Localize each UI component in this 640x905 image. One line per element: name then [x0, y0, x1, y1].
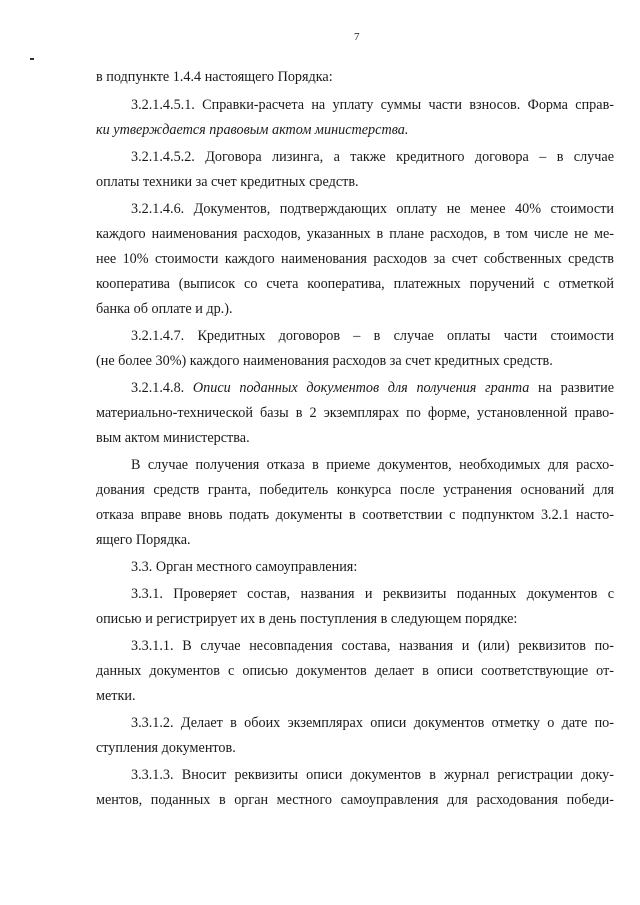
- text-line: дования средств гранта, победитель конкурса после устранения оснований для: [96, 482, 614, 498]
- text-line: данных документов с описью документов делает в описи соответствующие от-: [96, 663, 614, 679]
- text-line: ступления документов.: [96, 740, 236, 756]
- text-line: 3.2.1.4.5.1. Справки-расчета на уплату суммы части взносов. Форма справ-: [131, 97, 614, 113]
- text-line: 3.2.1.4.7. Кредитных договоров – в случае оплаты части стоимости: [131, 328, 614, 344]
- text-line: 3.3.1.3. Вносит реквизиты описи документов в журнал регистрации доку-: [131, 767, 614, 783]
- text-line: ментов, поданных в орган местного самоуправления для расходования победи-: [96, 792, 614, 808]
- text-line: 3.3.1. Проверяет состав, названия и реквизиты поданных документов с: [131, 586, 614, 602]
- section-heading: 3.3. Орган местного самоуправления:: [131, 559, 358, 575]
- scan-mark: [30, 58, 34, 60]
- text-line: материально-технической базы в 2 экземплярах по форме, установленной право-: [96, 405, 614, 421]
- text-fragment: на развитие: [538, 380, 615, 396]
- text-line: вым актом министерства.: [96, 430, 250, 446]
- text-line: [131, 379, 614, 397]
- clause-number: 3.2.1.4.8.: [131, 380, 185, 396]
- text-line: 3.3.1.1. В случае несовпадения состава, названия и (или) реквизитов по-: [131, 638, 614, 654]
- text-line: каждого наименования расходов, указанных в плане расходов, в том числе не ме-: [96, 226, 614, 242]
- text-line: (не более 30%) каждого наименования расходов за счет кредитных средств.: [96, 353, 553, 369]
- text-line: 3.2.1.4.5.2. Договора лизинга, а также кредитного договора – в случае: [131, 149, 614, 165]
- text-line: метки.: [96, 688, 136, 704]
- text-line: ящего Порядка.: [96, 532, 191, 548]
- text-line: В случае получения отказа в приеме документов, необходимых для расхо-: [131, 457, 614, 473]
- italic-text: Описи поданных документов для получения гранта: [192, 380, 530, 396]
- italic-text: ки утверждается правовым актом министерства.: [96, 122, 409, 138]
- page-number: 7: [354, 31, 360, 43]
- text-line: описью и регистрирует их в день поступления в следующем порядке:: [96, 611, 518, 627]
- text-line: банка об оплате и др.).: [96, 301, 233, 317]
- text-line: кооператива (выписок со счета кооператива, платежных поручений с отметкой: [96, 276, 614, 292]
- text-line: отказа вправе вновь подать документы в соответствии с подпунктом 3.2.1 насто-: [96, 507, 614, 523]
- text-line: нее 10% стоимости каждого наименования расходов за счет собственных средств: [96, 251, 614, 267]
- text-line: в подпункте 1.4.4 настоящего Порядка:: [96, 69, 333, 85]
- text-line: [96, 121, 408, 139]
- text-line: 3.2.1.4.6. Документов, подтверждающих оплату не менее 40% стоимости: [131, 201, 614, 217]
- text-line: 3.3.1.2. Делает в обоих экземплярах описи документов отметку о дате по-: [131, 715, 614, 731]
- text-line: оплаты техники за счет кредитных средств.: [96, 174, 359, 190]
